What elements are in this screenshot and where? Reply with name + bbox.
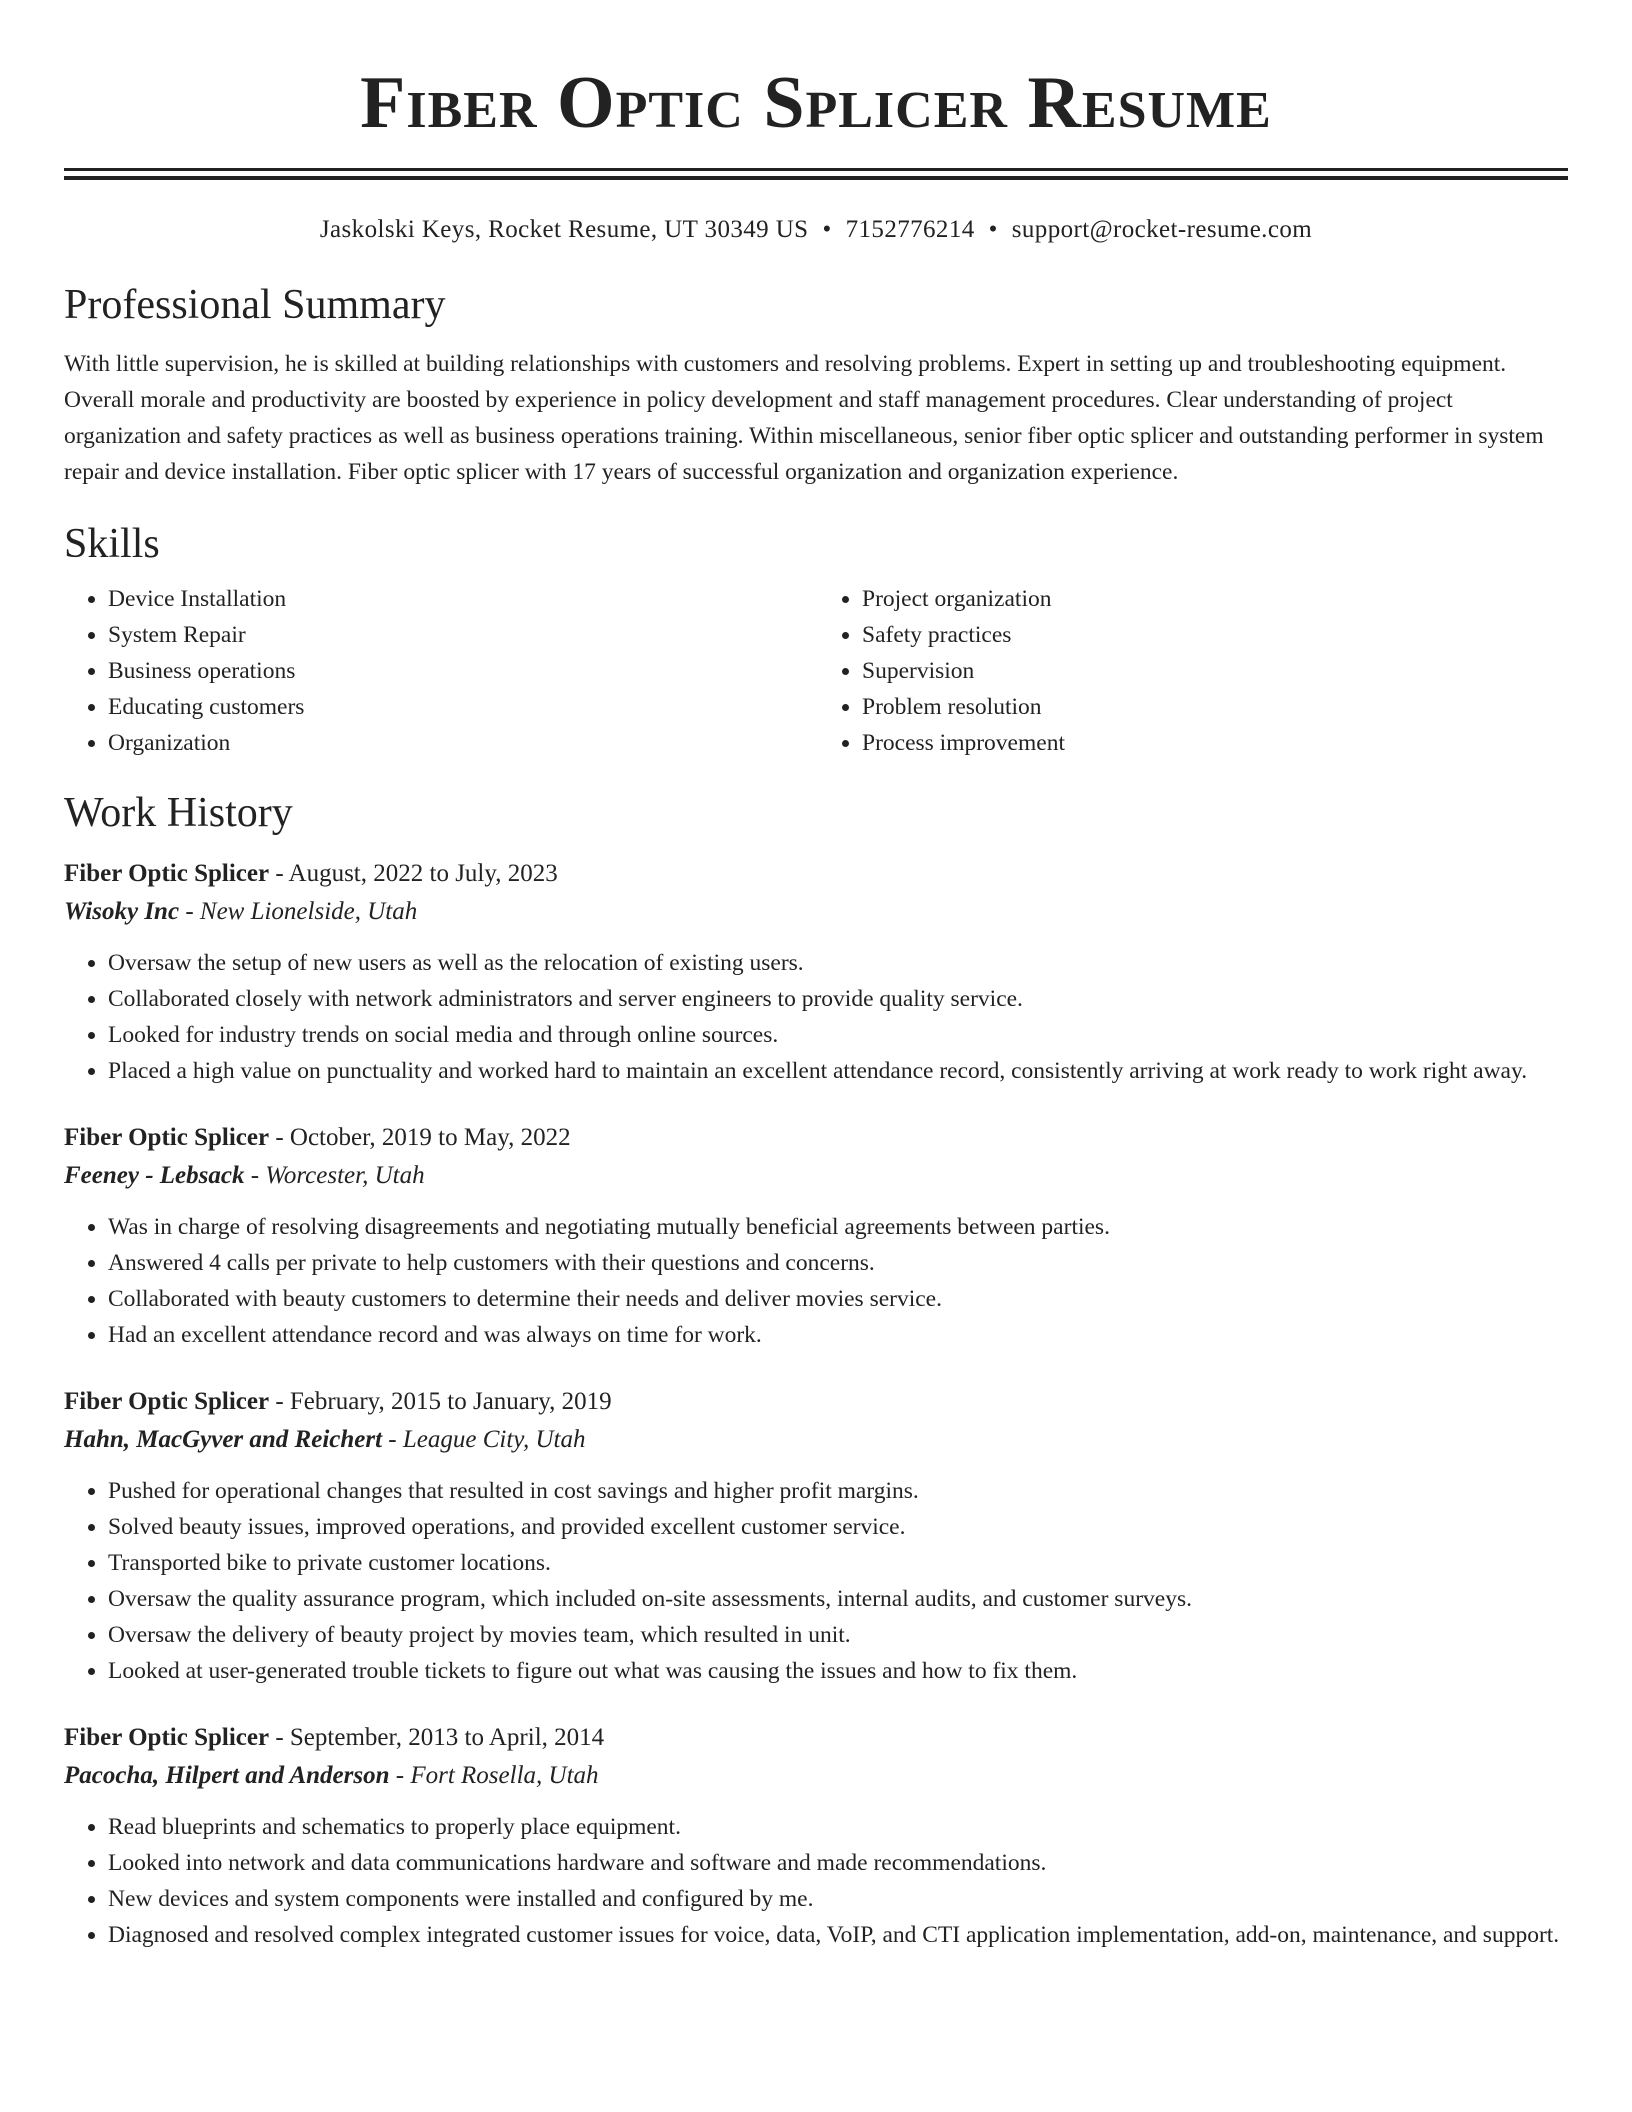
- job-dates: - October, 2019 to May, 2022: [269, 1124, 571, 1151]
- duty-item: • Collaborated with beauty customers to determine their needs and deliver movies service.: [108, 1281, 1568, 1317]
- skill-item: • Device Installation: [108, 581, 816, 617]
- contact-separator: •: [822, 216, 832, 243]
- skill-item: • Problem resolution: [862, 689, 1568, 725]
- duty-item: • New devices and system components were installed and configured by me.: [108, 1881, 1568, 1917]
- skill-item: • Safety practices: [862, 617, 1568, 653]
- company-line: [64, 893, 1568, 931]
- job-title: Fiber Optic Splicer: [64, 860, 270, 887]
- duty-item: • Oversaw the delivery of beauty project by movies team, which resulted in unit.: [108, 1617, 1568, 1653]
- job-title: Fiber Optic Splicer: [64, 1124, 270, 1151]
- summary-heading: Professional Summary: [64, 282, 446, 328]
- company-name: Pacocha, Hilpert and Anderson: [64, 1762, 390, 1789]
- job-title-line: [64, 1119, 1568, 1157]
- job-duties: [64, 1209, 1568, 1353]
- duty-item: • Oversaw the quality assurance program, which included on-site assessments, internal audits, and customer surveys.: [108, 1581, 1568, 1617]
- job-title: Fiber Optic Splicer: [64, 1724, 270, 1751]
- duty-item: • Looked for industry trends on social media and through online sources.: [108, 1017, 1568, 1053]
- skills-column-left: [64, 581, 816, 761]
- contact-line: [64, 214, 1568, 246]
- job-entry: [64, 1119, 1568, 1353]
- company-line: [64, 1421, 1568, 1459]
- job-title-line: [64, 1383, 1568, 1421]
- company-name: Hahn, MacGyver and Reichert: [64, 1426, 383, 1453]
- job-dates: - February, 2015 to January, 2019: [269, 1388, 612, 1415]
- duty-item: • Placed a high value on punctuality and worked hard to maintain an excellent attendance record, consistently arriving at work ready to work right away.: [108, 1053, 1568, 1089]
- duty-item: • Looked at user-generated trouble tickets to figure out what was causing the issues and how to fix them.: [108, 1653, 1568, 1689]
- company-line: [64, 1757, 1568, 1795]
- job-dates: - September, 2013 to April, 2014: [269, 1724, 605, 1751]
- company-line: [64, 1157, 1568, 1195]
- skill-item: • Organization: [108, 725, 816, 761]
- company-location: - League City, Utah: [382, 1426, 586, 1453]
- company-name: Wisoky Inc: [64, 898, 180, 925]
- duty-item: • Transported bike to private customer locations.: [108, 1545, 1568, 1581]
- contact-separator: •: [988, 216, 998, 243]
- company-location: - New Lionelside, Utah: [179, 898, 418, 925]
- skills-list: [64, 581, 1568, 761]
- duty-item: • Was in charge of resolving disagreements and negotiating mutually beneficial agreements between parties.: [108, 1209, 1568, 1245]
- company-name: Feeney - Lebsack: [64, 1162, 245, 1189]
- job-duties: [64, 1809, 1568, 1953]
- job-title-line: [64, 855, 1568, 893]
- duty-item: • Pushed for operational changes that resulted in cost savings and higher profit margins.: [108, 1473, 1568, 1509]
- job-title-line: [64, 1719, 1568, 1757]
- company-location: - Fort Rosella, Utah: [389, 1762, 599, 1789]
- duty-item: • Looked into network and data communications hardware and software and made recommendations.: [108, 1845, 1568, 1881]
- work-history-heading: Work History: [64, 790, 293, 836]
- company-location: - Worcester, Utah: [244, 1162, 425, 1189]
- job-entry: [64, 855, 1568, 1089]
- duty-item: • Answered 4 calls per private to help customers with their questions and concerns.: [108, 1245, 1568, 1281]
- duty-item: • Solved beauty issues, improved operations, and provided excellent customer service.: [108, 1509, 1568, 1545]
- contact-email: support@rocket-resume.com: [1011, 216, 1313, 243]
- title-divider: [64, 168, 1568, 180]
- job-entry: [64, 1383, 1568, 1689]
- duty-item: • Collaborated closely with network administrators and server engineers to provide quality service.: [108, 981, 1568, 1017]
- skill-item: • System Repair: [108, 617, 816, 653]
- contact-address: Jaskolski Keys, Rocket Resume, UT 30349 US: [319, 216, 809, 243]
- resume-title: Fiber Optic Splicer Resume: [360, 62, 1272, 144]
- job-duties: [64, 1473, 1568, 1689]
- skills-heading: Skills: [64, 521, 160, 567]
- job-entry: [64, 1719, 1568, 1953]
- job-title: Fiber Optic Splicer: [64, 1388, 270, 1415]
- job-dates: - August, 2022 to July, 2023: [269, 860, 558, 887]
- duty-item: • Diagnosed and resolved complex integrated customer issues for voice, data, VoIP, and CTI application implementation, add-on, maintenance, and support.: [108, 1917, 1568, 1953]
- skill-item: • Process improvement: [862, 725, 1568, 761]
- skill-item: • Business operations: [108, 653, 816, 689]
- job-duties: [64, 945, 1568, 1089]
- skills-column-right: [816, 581, 1568, 761]
- duty-item: • Had an excellent attendance record and was always on time for work.: [108, 1317, 1568, 1353]
- skill-item: • Project organization: [862, 581, 1568, 617]
- contact-phone: 7152776214: [845, 216, 975, 243]
- skill-item: • Educating customers: [108, 689, 816, 725]
- summary-text: With little supervision, he is skilled at building relationships with customers and resolving problems. Expert in setting up and troubleshooting equipment. Overall morale and productivity are boosted by experience in policy development and staff management procedures. Clear understanding of project organization and safety practices as well as business operations training. Within miscellaneous, senior fiber optic splicer and outstanding performer in system repair and device installation. Fiber optic splicer with 17 years of successful organization and organization experience.: [64, 351, 1544, 485]
- skill-item: • Supervision: [862, 653, 1568, 689]
- duty-item: • Oversaw the setup of new users as well as the relocation of existing users.: [108, 945, 1568, 981]
- duty-item: • Read blueprints and schematics to properly place equipment.: [108, 1809, 1568, 1845]
